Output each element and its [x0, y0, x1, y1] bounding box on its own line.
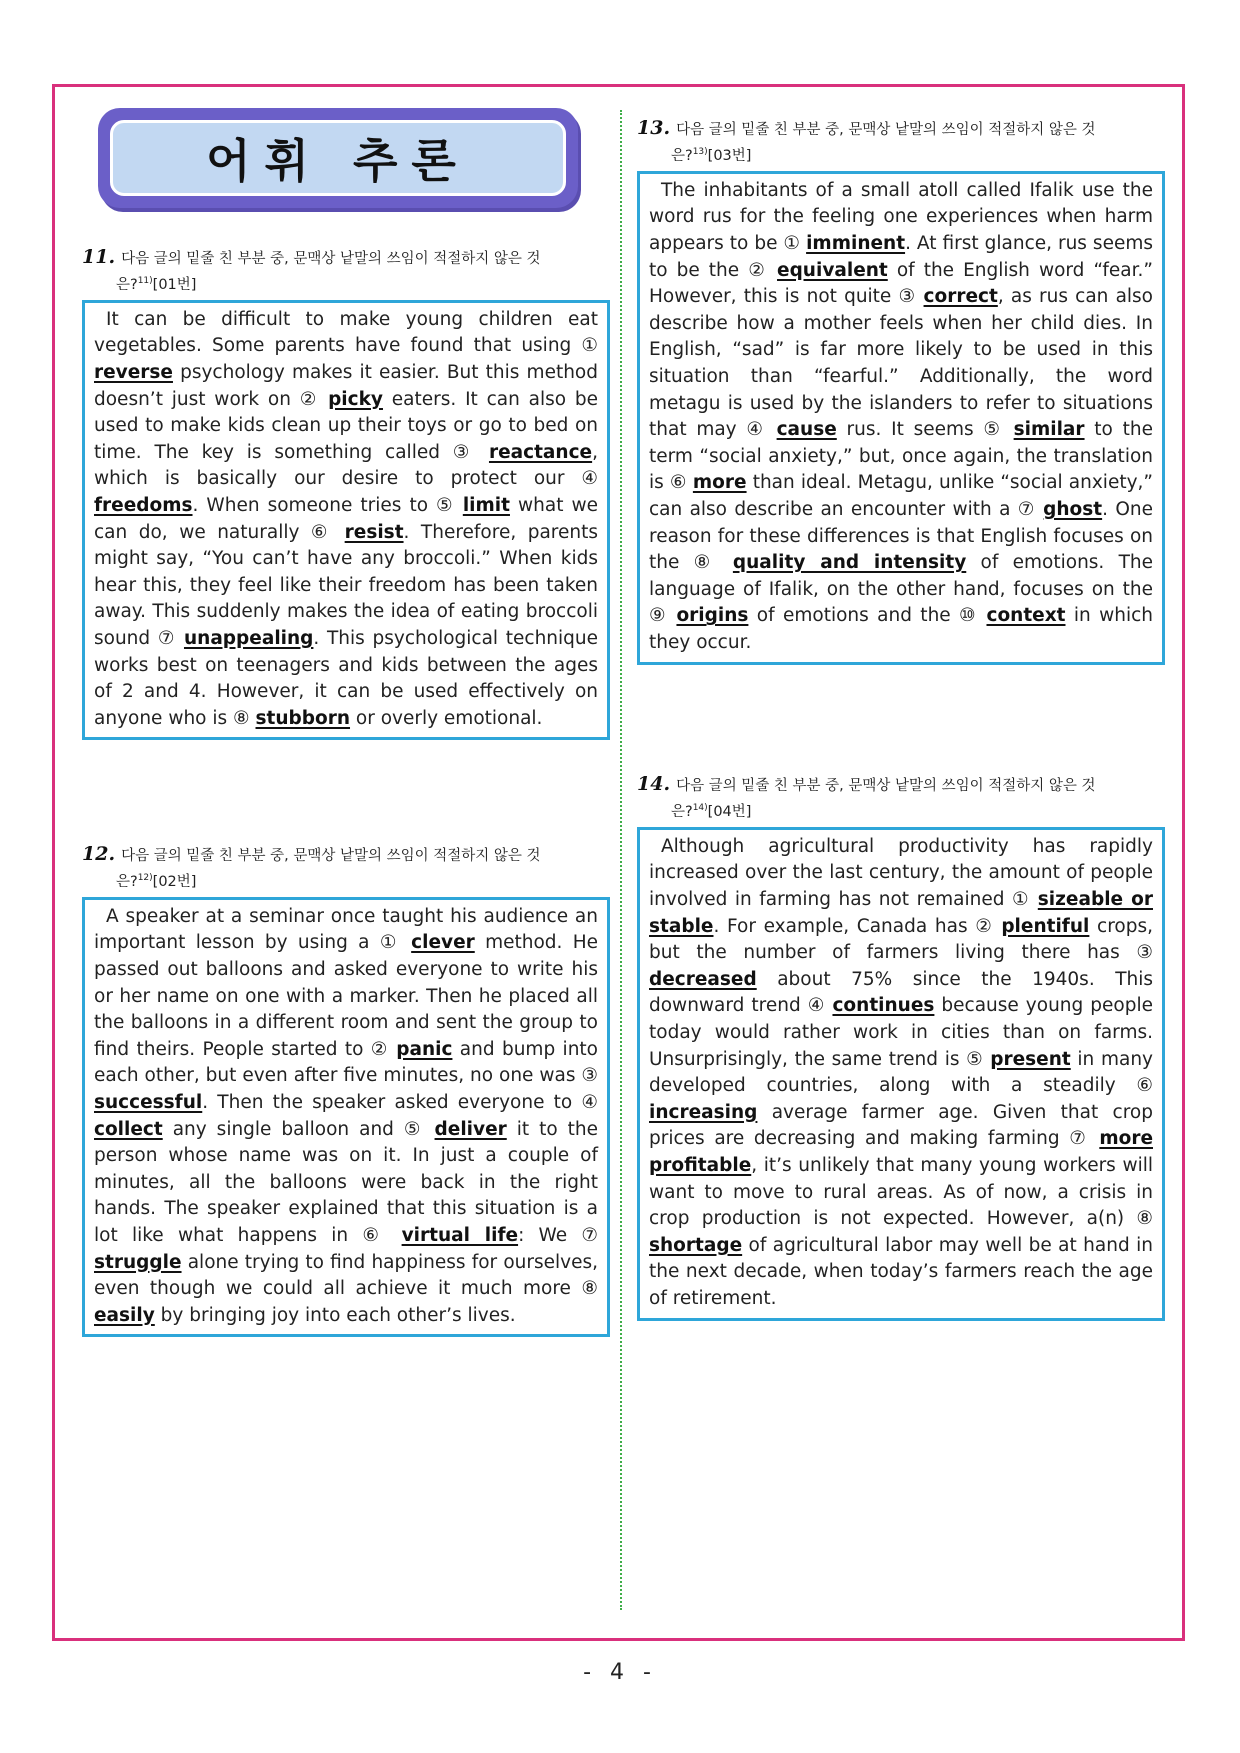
passage-text: because young people today would rather work in cities than on farms. Unsurprisingly, the same trend is ⑤ [649, 995, 1153, 1070]
passage-text: , which is basically our desire to protect our ④ [94, 441, 598, 490]
passage-text: . This psychological technique works best on teenagers and kids between the ages of 2 and 4. However, it can be used effectively on anyone who is ⑧ [94, 627, 599, 729]
passage-text: of agricultural labor may well be at hand in the next decade, when today’s farmers reach the age of retirement. [649, 1234, 1153, 1309]
question-12 [82, 843, 610, 1337]
passage-text: of the English word “fear.” However, this is not quite ③ [649, 259, 1153, 308]
passage-text: it to the person whose name was on it. In just a couple of minutes, all the balloons were back in the right hands. The speaker explained that this situation is a lot like what happens in ⑥ [94, 1118, 598, 1246]
question-source: [04번] [707, 803, 752, 820]
question-13 [637, 117, 1165, 665]
passage-text: . When someone tries to ⑤ [192, 494, 463, 516]
underlined-word: panic [396, 1038, 453, 1060]
question-number: 11. [82, 246, 116, 268]
passage-text: method. He passed out balloons and asked everyone to write his or her name on one with a marker. Then he placed all the balloons in a different room and sent the group to find theirs. People started to ② [94, 932, 598, 1060]
passage-text: eaters. It can also be used to make kids clean up their toys or go to bed on time. The key is something called ③ [94, 388, 598, 463]
underlined-word: context [986, 605, 1066, 627]
section-title: 어휘 추론 [206, 134, 470, 188]
passage-box [82, 897, 610, 1338]
underlined-word: virtual life [401, 1224, 519, 1246]
underlined-word: present [990, 1048, 1071, 1070]
page-number: - 4 - [583, 1660, 657, 1685]
passage-text: . For example, Canada has ② [713, 915, 1002, 937]
underlined-word: clever [411, 932, 475, 954]
underlined-word: more [692, 472, 747, 494]
footnote-marker: 11) [137, 276, 153, 286]
prompt-suffix: 은? [671, 803, 693, 820]
underlined-word: cause [776, 419, 837, 441]
passage-box [637, 827, 1165, 1321]
passage-text: . One reason for these differences is that English focuses on the ⑧ [649, 498, 1153, 574]
underlined-word: freedoms [94, 494, 193, 516]
passage-text: to the term “social anxiety,” but, once again, the translation is ⑥ [649, 419, 1153, 494]
passage-text: of emotions. The language of Ifalik, on the other hand, focuses on the ⑨ [649, 552, 1153, 627]
passage-text: . At first glance, rus seems to be the ② [649, 233, 1153, 281]
underlined-word: stubborn [255, 707, 351, 729]
underlined-word: picky [328, 388, 383, 410]
question-prompt [82, 246, 610, 296]
passage-text: alone trying to find happiness for ourselves, even though we could all achieve it much more ⑧ [94, 1251, 598, 1300]
passage-text: psychology makes it easier. But this method doesn’t just work on ② [94, 362, 598, 410]
passage-box [637, 171, 1165, 665]
passage-text: and bump into each other, but even after five minutes, no one was ③ [94, 1038, 598, 1087]
passage-text: than ideal. Metagu, unlike “social anxiety,” can also describe an encounter with a ⑦ [649, 472, 1153, 520]
footnote-marker: 12) [137, 873, 153, 883]
underlined-word: limit [462, 494, 510, 516]
underlined-word: imminent [806, 233, 906, 255]
question-prompt [82, 843, 610, 893]
underlined-word: easily [94, 1304, 155, 1326]
underlined-word: unappealing [183, 627, 314, 649]
underlined-word: reactance [488, 441, 593, 463]
section-title-banner [98, 108, 578, 208]
passage-text: The inhabitants of a small atoll called Ifalik use the word rus for the feeling one experiences when harm appears to be ① [649, 179, 1153, 255]
prompt-suffix: 은? [116, 873, 138, 890]
passage-text: about 75% since the 1940s. This downward trend ④ [649, 968, 1153, 1017]
prompt-suffix: 은? [116, 276, 138, 293]
question-source: [01번] [152, 276, 197, 293]
passage-text: in many developed countries, along with a steadily ⑥ [649, 1048, 1153, 1097]
underlined-word: equivalent [777, 259, 888, 281]
underlined-word: correct [923, 286, 998, 308]
section-title-panel [110, 120, 566, 196]
passage-box [82, 300, 610, 741]
question-prompt [637, 773, 1165, 823]
prompt-text: 다음 글의 밑줄 친 부분 중, 문맥상 낱말의 쓰임이 적절하지 않은 것 [676, 122, 1096, 138]
question-number: 14. [637, 773, 671, 795]
underlined-word: reverse [94, 362, 173, 384]
passage-text: or overly emotional. [350, 707, 543, 729]
passage-text: any single balloon and ⑤ [162, 1118, 435, 1140]
underlined-word: more profitable [649, 1128, 1153, 1176]
underlined-word: successful [94, 1091, 203, 1113]
underlined-word: quality and intensity [732, 552, 967, 574]
underlined-word: shortage [649, 1234, 743, 1256]
prompt-suffix: 은? [671, 147, 693, 164]
prompt-text: 다음 글의 밑줄 친 부분 중, 문맥상 낱말의 쓰임이 적절하지 않은 것 [676, 778, 1096, 794]
passage-text: Although agricultural productivity has rapidly increased over the last century, the amount of people involved in farming has not remained ① [649, 835, 1153, 911]
passage-text: crops, but the number of farmers living there has ③ [649, 915, 1153, 964]
passage-text: A speaker at a seminar once taught his audience an important lesson by using a ① [94, 905, 598, 954]
question-prompt [637, 117, 1165, 167]
question-source: [02번] [152, 873, 197, 890]
column-divider [620, 110, 622, 1610]
passage-text: , it’s unlikely that many young workers will want to move to rural areas. As of now, a crisis in crop production is not expected. However, a(n) ⑧ [649, 1154, 1153, 1230]
passage-text: what we can do, we naturally ⑥ [94, 494, 598, 543]
question-11 [82, 246, 610, 740]
passage-text: , as rus can also describe how a mother feels when her child dies. In English, “sad” is far more likely to be used in this situation than “fearful.” Additionally, the word metagu is used by the islanders to refer to situations that may ④ [649, 286, 1154, 441]
passage-text: . Therefore, parents might say, “You can’t have any broccoli.” When kids hear this, they feel like their freedom has been taken away. This suddenly makes the idea of eating broccoli sound ⑦ [94, 521, 599, 649]
passage-text: average farmer age. Given that crop prices are decreasing and making farming ⑦ [649, 1101, 1153, 1150]
underlined-word: struggle [94, 1251, 182, 1273]
passage-text: rus. It seems ⑤ [836, 419, 1014, 441]
footnote-marker: 14) [692, 803, 708, 813]
underlined-word: sizeable or stable [649, 889, 1153, 937]
underlined-word: origins [676, 605, 749, 627]
question-source: [03번] [707, 147, 752, 164]
underlined-word: plentiful [1001, 915, 1090, 937]
passage-text: by bringing joy into each other’s lives. [154, 1304, 516, 1326]
passage-text: in which they occur. [649, 605, 1153, 653]
passage-text: : We ⑦ [518, 1224, 598, 1246]
prompt-text: 다음 글의 밑줄 친 부분 중, 문맥상 낱말의 쓰임이 적절하지 않은 것 [121, 848, 541, 864]
underlined-word: increasing [649, 1101, 758, 1123]
passage-text: It can be difficult to make young children eat vegetables. Some parents have found that using ① [94, 308, 598, 357]
underlined-word: collect [94, 1118, 163, 1140]
passage-text: of emotions and the ⑩ [748, 605, 987, 627]
prompt-text: 다음 글의 밑줄 친 부분 중, 문맥상 낱말의 쓰임이 적절하지 않은 것 [121, 251, 541, 267]
underlined-word: ghost [1043, 498, 1103, 520]
footnote-marker: 13) [692, 147, 708, 157]
passage-text: . Then the speaker asked everyone to ④ [202, 1091, 598, 1113]
underlined-word: resist [344, 521, 404, 543]
question-14 [637, 773, 1165, 1321]
underlined-word: continues [832, 995, 935, 1017]
underlined-word: similar [1013, 419, 1085, 441]
question-number: 13. [637, 117, 671, 139]
underlined-word: decreased [649, 968, 757, 990]
underlined-word: deliver [434, 1118, 507, 1140]
question-number: 12. [82, 843, 116, 865]
